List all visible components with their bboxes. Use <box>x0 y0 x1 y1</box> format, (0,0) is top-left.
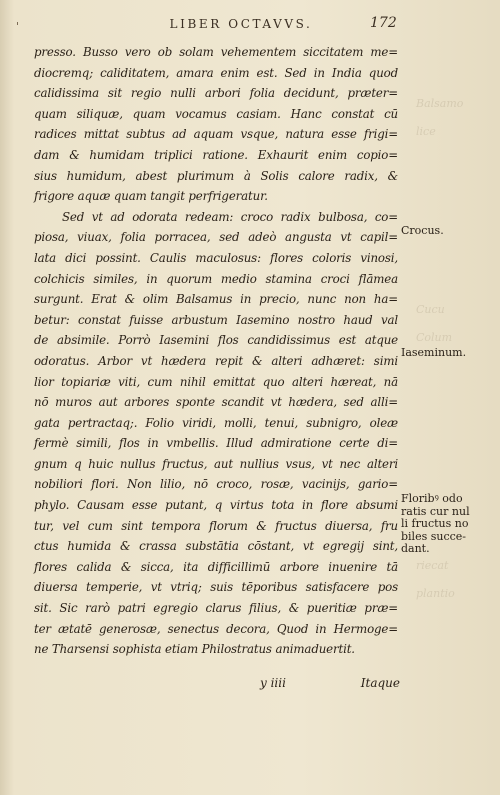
text-line: ctus humida & crassa substātia cōstant, vt egregij sint, <box>34 539 398 554</box>
bleed-line: riecat <box>416 559 449 572</box>
text-line: dam & humidam triplici ratione. Exhaurit enim copio= <box>34 147 398 162</box>
text-line: lior topiariæ viti, cum nihil emittat quo alteri hæreat, nā <box>34 374 398 389</box>
text-line: de absimile. Porrò Iasemini flos candidissimus est atque <box>34 333 398 348</box>
signature-mark: y iiii <box>260 676 286 690</box>
header-mark: ' <box>16 20 20 33</box>
bleed-through-text <box>416 90 500 730</box>
text-line: tur, vel cum sint tempora florum & fructus diuersa, fru <box>34 518 398 533</box>
text-line: presso. Busso vero ob solam vehementem siccitatem me= <box>34 45 398 59</box>
text-line: sit. Sic rarò patri egregio clarus filius, & pueritiæ præ= <box>34 601 398 616</box>
bleed-line: plantio <box>416 587 455 600</box>
text-line: surgunt. Erat & olim Balsamus in precio, nunc non ha= <box>34 292 398 307</box>
text-line: calidissima sit regio nulli arbori folia decidunt, præter= <box>34 86 398 101</box>
text-line: phylo. Causam esse putant, q virtus tota in flore absumi <box>34 498 398 513</box>
text-line: diuersa temperie, vt vtriq; suis tēporibus satisfacere pos <box>34 580 398 595</box>
text-line: piosa, viuax, folia porracea, sed adeò angusta vt capil= <box>34 230 398 245</box>
text-line: quam siliquæ, quam vocamus casiam. Hanc constat cū <box>34 106 398 121</box>
text-line: sius humidum, abest plurimum à Solis calore radix, & <box>34 168 398 183</box>
bleed-line: Balsamo <box>416 97 464 110</box>
text-line: ter ætatē generosæ, senectus decora, Quod in Hermoge= <box>34 621 398 636</box>
text-line: frigore aquæ quam tangit perfrigeratur. <box>34 189 268 204</box>
text-line: radices mittat subtus ad aquam vsque, natura esse frigi= <box>34 127 398 142</box>
margin-note-iaseminum: Iaseminum. <box>401 346 467 359</box>
text-line: odoratus. Arbor vt hædera repit & alteri adhæret: simi <box>34 353 398 368</box>
bleed-line: lice <box>416 125 436 138</box>
main-text-block <box>34 42 398 660</box>
text-line: betur: constat fuisse arbustum Iasemino nostro haud val <box>34 312 398 327</box>
page-footer <box>34 676 400 698</box>
text-line: Sed vt ad odorata redeam: croco radix bulbosa, co= <box>62 209 398 224</box>
margin-note-line: li fructus no <box>401 517 469 530</box>
text-line: flores calida & sicca, ita difficillimū arbore inuenire tā <box>34 559 398 574</box>
folio-number: 172 <box>370 15 397 31</box>
page-header <box>0 0 500 40</box>
margin-note-crocus: Crocus. <box>401 224 444 237</box>
margin-note-line: dant. <box>401 542 430 555</box>
text-line: nobiliori flori. Non lilio, nō croco, rosæ, vacinijs, gario= <box>34 477 398 492</box>
text-line: diocremq; caliditatem, amara enim est. Sed in India quod <box>34 65 398 80</box>
bleed-line: Colum <box>416 331 453 344</box>
catchword: Itaque <box>360 676 400 690</box>
text-line: ne Tharsensi sophista etiam Philostratus animaduertit. <box>34 642 355 657</box>
text-line: lata dici possint. Caulis maculosus: flores coloris vinosi, <box>34 250 398 265</box>
text-line: gata pertractaq;. Folio viridi, molli, tenui, subnigro, oleæ <box>34 415 398 430</box>
margin-note-line: ratis cur nul <box>401 504 470 518</box>
running-title: LIBER OCTAVVS. <box>169 17 313 31</box>
margin-note-line: biles succe- <box>401 529 467 543</box>
margin-note-floribus <box>401 493 470 556</box>
text-line: gnum q huic nullus fructus, aut nullius vsus, vt nec alteri <box>34 456 398 471</box>
text-line: colchicis similes, in quorum medio stamina croci flāmea <box>34 271 398 286</box>
margin-note-line: Floribꝰ odo <box>401 492 463 505</box>
text-line: nō muros aut arbores sponte scandit vt hædera, sed alli= <box>34 395 398 410</box>
text-line: fermè simili, flos in vmbellis. Illud admiratione certe di= <box>34 436 398 451</box>
bleed-line: Cucu <box>416 303 445 316</box>
